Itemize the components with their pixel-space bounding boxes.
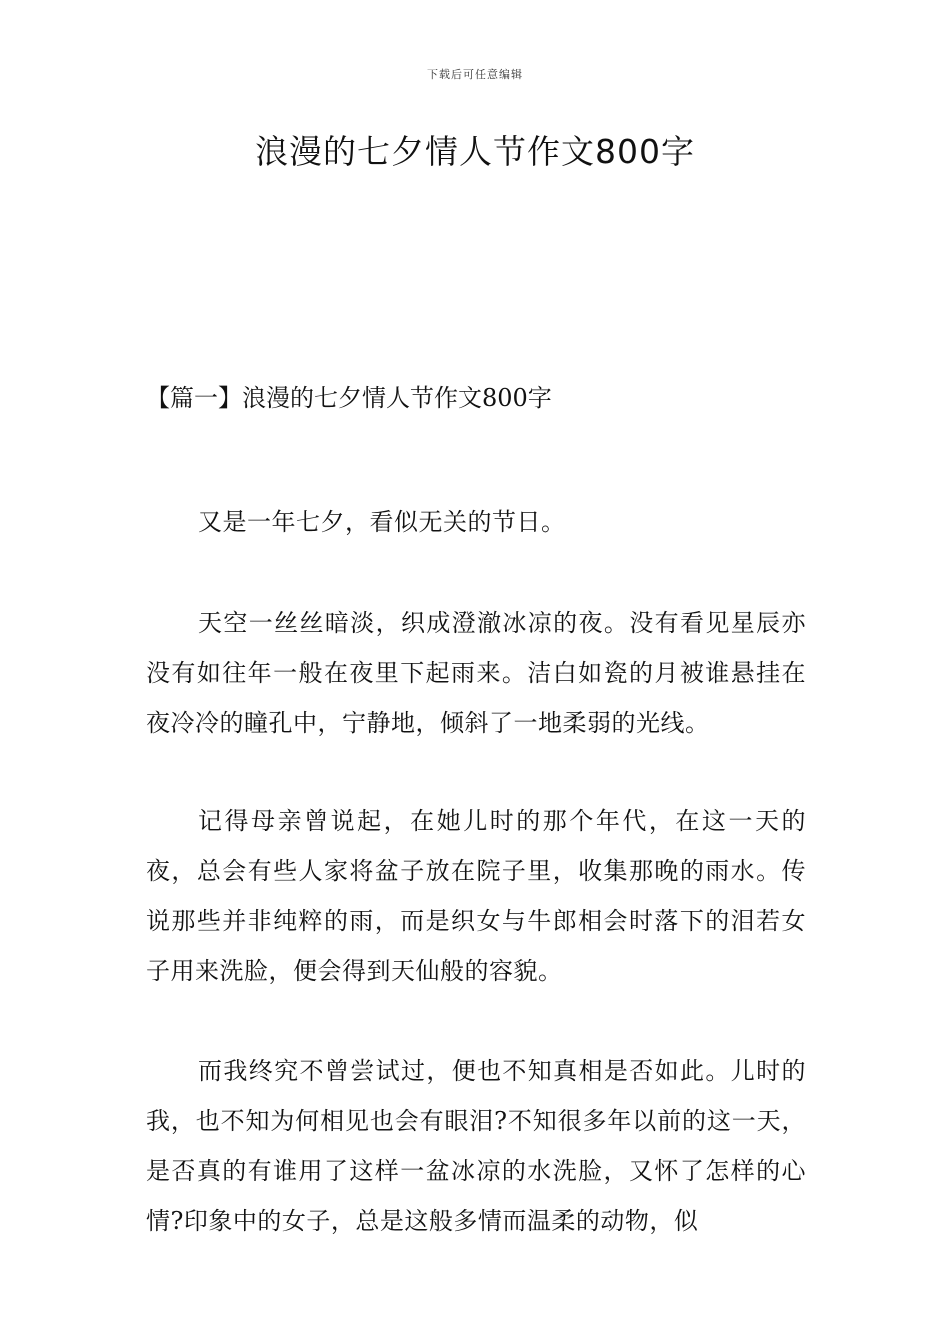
paragraph-4: 而我终究不曾尝试过，便也不知真相是否如此。儿时的我，也不知为何相见也会有眼泪?不知很多年以前的这一天，是否真的有谁用了这样一盆冰凉的水洗脸，又怀了怎样的心情?印象中的女子，总是这般多情而温柔的动物，似 [146, 1057, 806, 1235]
paragraph-2: 天空一丝丝暗淡，织成澄澈冰凉的夜。没有看见星辰亦没有如往年一般在夜里下起雨来。洁白如瓷的月被谁悬挂在夜冷冷的瞳孔中，宁静地，倾斜了一地柔弱的光线。 [146, 609, 806, 737]
header-note: 下载后可任意编辑 [427, 68, 523, 81]
paragraph-3: 记得母亲曾说起，在她儿时的那个年代，在这一天的夜，总会有些人家将盆子放在院子里，收集那晚的雨水。传说那些并非纯粹的雨，而是织女与牛郎相会时落下的泪若女子用来洗脸，便会得到天仙般的容貌。 [146, 807, 806, 985]
paragraph-1: 又是一年七夕，看似无关的节日。 [198, 508, 566, 536]
page-title: 浪漫的七夕情人节作文800字 [255, 132, 695, 171]
section-heading: 【篇一】浪漫的七夕情人节作文800字 [146, 384, 552, 412]
